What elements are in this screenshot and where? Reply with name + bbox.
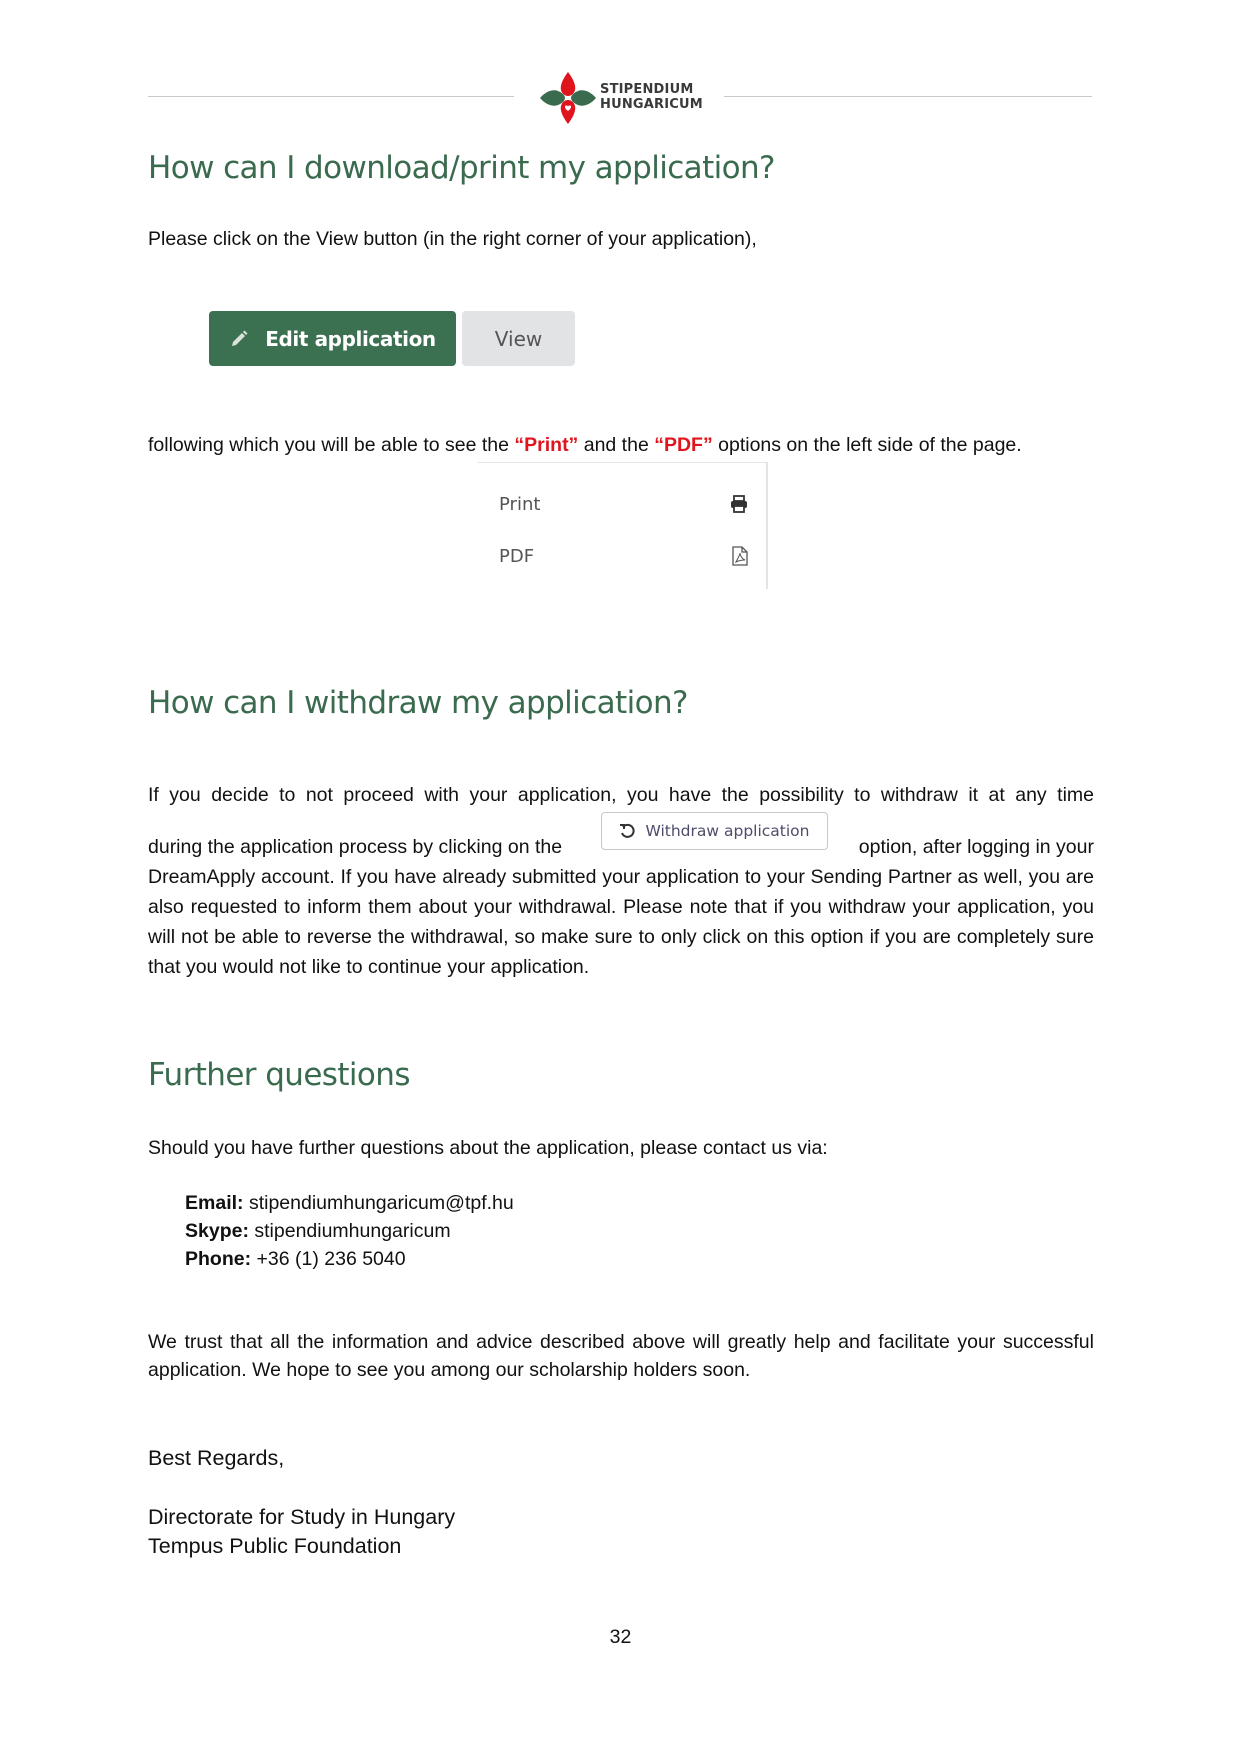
download-intro: Please click on the View button (in the right corner of your application), [148,228,757,250]
contact-email [185,1189,514,1217]
edit-application-label: Edit application [265,326,436,351]
view-label: View [494,326,543,351]
skype-value: stipendiumhungaricum [254,1220,451,1242]
instruction-mid: and the [578,434,655,456]
withdraw-application-button[interactable] [601,812,828,850]
section-title-withdraw: How can I withdraw my application? [148,685,688,721]
contact-phone [185,1245,514,1273]
logo-line-1: STIPENDIUM [600,82,694,97]
signature-line-1: Directorate for Study in Hungary [148,1505,456,1529]
printer-icon [729,495,749,513]
signature-line-2: Tempus Public Foundation [148,1534,402,1558]
withdraw-line-2-pre: during the application process by clicking on the [148,836,563,858]
header-rule-left [148,96,514,97]
stipendium-hungaricum-logo-icon [538,70,598,126]
withdraw-application-label: Withdraw application [645,822,810,840]
print-option[interactable] [499,489,749,519]
withdraw-paragraph-rest: DreamApply account. If you have already submitted your application to your Sending Partner as well, you are also requested to inform them about your withdrawal. Please note that if you withdraw your application, you will not be able to reverse the withdrawal, so make sure to only click on this option if you are completely sure that you would not like to continue your application. [148,866,1094,978]
email-label: Email: [185,1192,244,1214]
print-pdf-instruction [148,430,1022,460]
greeting: Best Regards, [148,1446,285,1470]
pdf-label: PDF [499,545,535,567]
closing-paragraph: We trust that all the information and advice described above will greatly help and facilitate your successful application. We hope to see you among our scholarship holders soon. [148,1331,1094,1381]
header-rule-right [724,96,1092,97]
logo-line-2: HUNGARICUM [600,97,703,112]
undo-icon [619,823,635,839]
print-label: Print [499,493,541,515]
phone-label: Phone: [185,1248,252,1270]
phone-value: +36 (1) 236 5040 [256,1248,406,1270]
page-number: 32 [609,1626,632,1648]
contact-intro: Should you have further questions about the application, please contact us via: [148,1137,828,1159]
view-button[interactable] [462,311,575,366]
email-value[interactable]: stipendiumhungaricum@tpf.hu [248,1192,514,1214]
section-title-further-questions: Further questions [148,1057,410,1093]
withdraw-line-1: If you decide to not proceed with your application, you have the possibility to withdraw it at any time [148,784,1094,806]
instruction-post: options on the left side of the page. [712,434,1022,456]
pdf-option[interactable] [499,541,749,571]
section-title-download: How can I download/print my application? [148,150,775,186]
pencil-icon [229,329,249,349]
print-pdf-panel [478,462,768,589]
edit-application-button[interactable] [209,311,456,366]
withdraw-line-2-post: option, after logging in your [858,836,1094,858]
contact-list [185,1189,514,1273]
print-highlight: “Print” [514,434,579,456]
contact-skype [185,1217,514,1245]
pdf-file-icon [731,546,749,566]
instruction-pre: following which you will be able to see the [148,434,515,456]
logo-wordmark [600,82,703,112]
skype-label: Skype: [185,1220,249,1242]
pdf-highlight: “PDF” [654,434,713,456]
